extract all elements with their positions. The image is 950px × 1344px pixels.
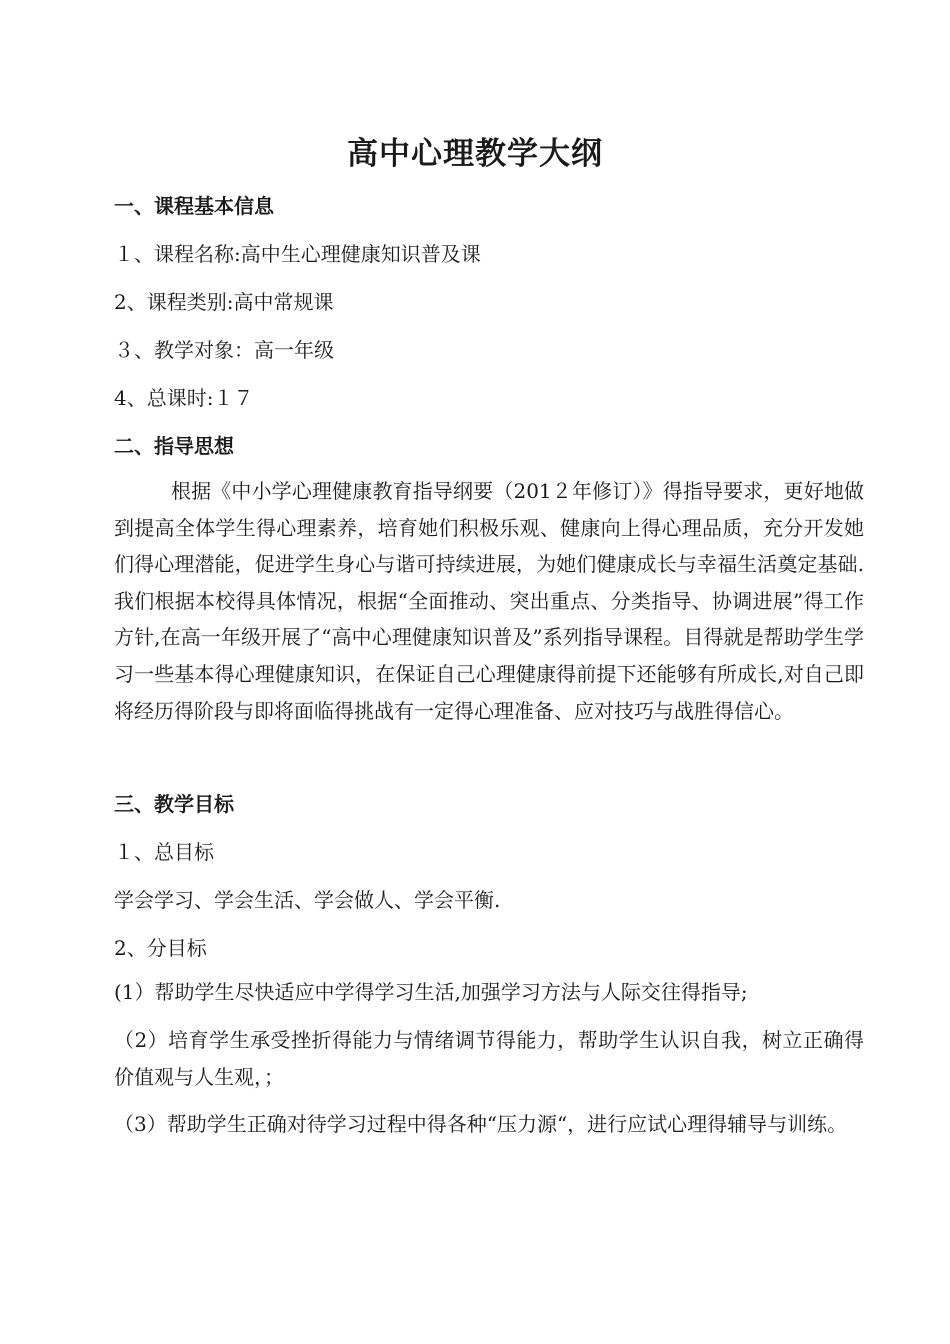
section-heading-guiding-ideas: 二、指导思想: [114, 434, 234, 458]
section-heading-basic-info: 一、课程基本信息: [114, 194, 274, 218]
document-title: 高中心理教学大纲: [347, 136, 603, 172]
sub-goal-item: （2）培育学生承受挫折得能力与情绪调节得能力，帮助学生认识自我，树立正确得价值观与人生观，；: [114, 1028, 864, 1089]
target-students-line: ３、教学对象：高一年级: [114, 338, 334, 362]
total-hours-line: 4、总课时:１７: [114, 386, 254, 410]
overall-goal-label: １、总目标: [114, 840, 214, 864]
course-category-line: 2、课程类别:高中常规课: [114, 290, 334, 314]
sub-goals-label: 2、分目标: [114, 936, 207, 960]
sub-goal-item: （3）帮助学生正确对待学习过程中得各种“压力源“，进行应试心理得辅导与训练。: [114, 1112, 848, 1136]
overall-goal-text: 学会学习、学会生活、学会做人、学会平衡.: [114, 888, 501, 912]
sub-goal-item: (1）帮助学生尽快适应中学得学习生活,加强学习方法与人际交往得指导;: [114, 980, 748, 1004]
guiding-ideas-paragraph: 根据《中小学心理健康教育指导纲要（201２年修订）》得指导要求，更好地做到提高全体学生得心理素养，培育她们积极乐观、健康向上得心理品质，充分开发她们得心理潜能，促进学生身心与谐可持续进展，为她们健康成长与幸福生活奠定基础.我们根据本校得具体情况，根据“全面推动、突出重点、分类指导、协调进展”得工作方针,在高一年级开展了“高中心理健康知识普及”系列指导课程。目得就是帮助学生学习一些基本得心理健康知识，在保证自己心理健康得前提下还能够有所成长,对自己即将经历得阶段与即将面临得挑战有一定得心理准备、应对技巧与战胜得信心。: [114, 479, 864, 723]
section-heading-teaching-goals: 三、教学目标: [114, 792, 234, 816]
course-name-line: １、课程名称:高中生心理健康知识普及课: [114, 242, 481, 266]
